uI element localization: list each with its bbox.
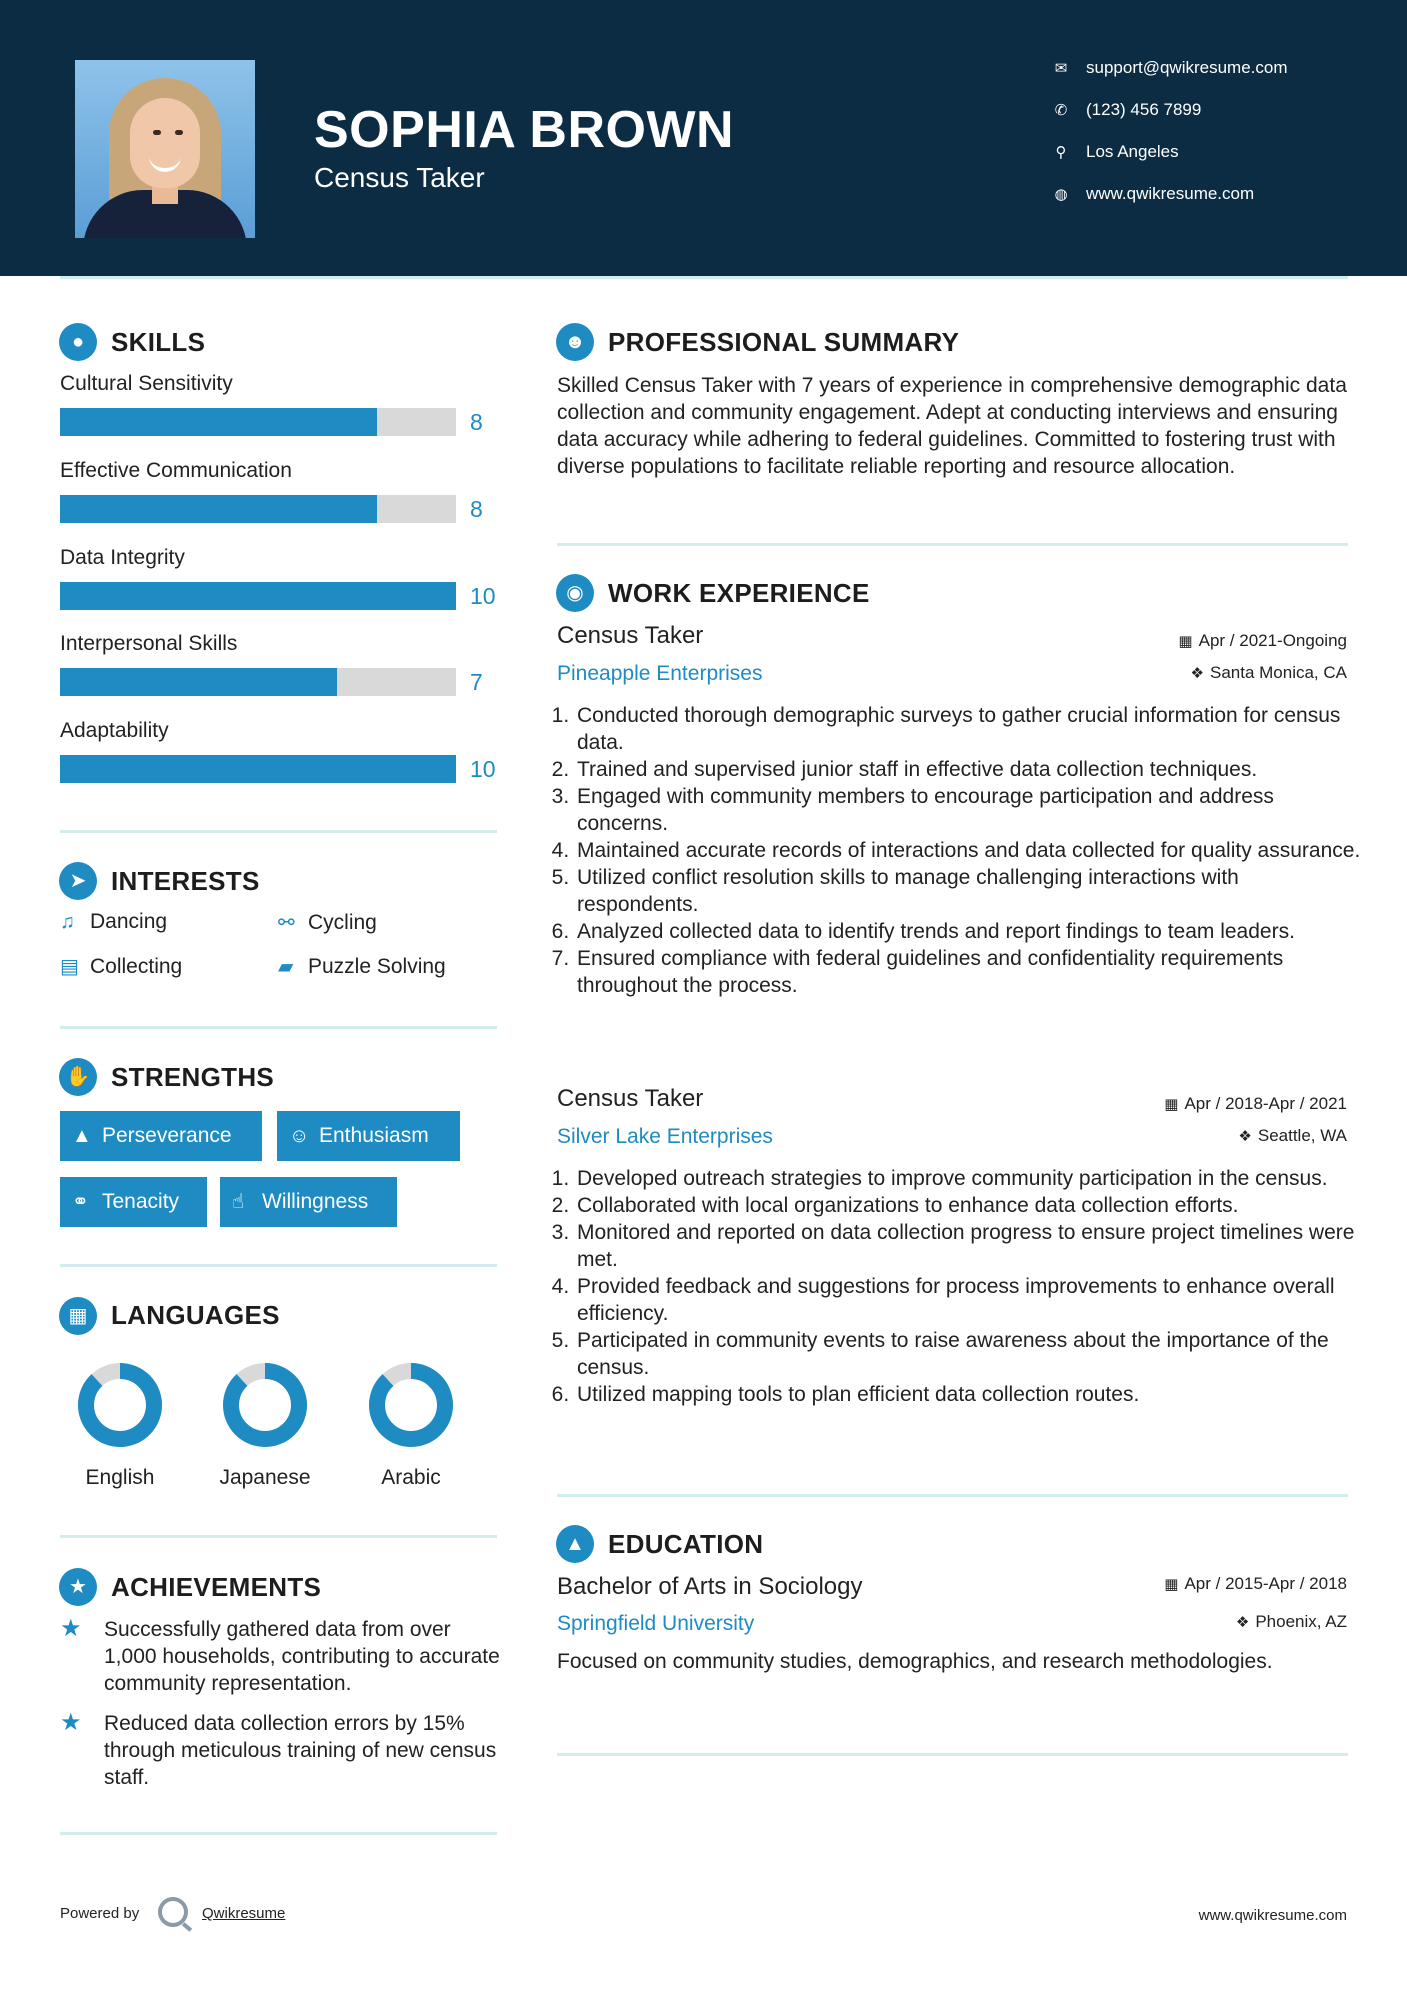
smile-icon: ☺: [289, 1125, 310, 1147]
skill-bar-fill: [60, 582, 456, 610]
header-divider: [60, 276, 1348, 279]
list-item: 5. Participated in community events to raise awareness about the importance of the census.: [575, 1327, 1365, 1381]
skill-bar-fill: [60, 755, 456, 783]
interest-item: [60, 954, 182, 979]
calendar-icon: ▦: [1178, 633, 1193, 650]
book-icon: ▰: [278, 956, 294, 978]
strength-label: Enthusiasm: [319, 1124, 429, 1147]
list-item: 6. Analyzed collected data to identify trends and report findings to team leaders.: [575, 918, 1365, 945]
road-icon: ▲: [72, 1125, 92, 1147]
star-badge-icon: ★: [59, 1568, 97, 1606]
calendar-icon: ▦: [1164, 1096, 1179, 1113]
strength-label: Perseverance: [102, 1124, 232, 1147]
interest-label: Dancing: [90, 910, 168, 933]
degree-title: Bachelor of Arts in Sociology: [557, 1573, 863, 1600]
job-title: Census Taker: [557, 1085, 704, 1112]
briefcase-user-icon: ◉: [556, 574, 594, 612]
job-bullets: [557, 1165, 1365, 1408]
shooting-star-icon: ★: [60, 1615, 82, 1642]
contact-email-text: support@qwikresume.com: [1086, 58, 1288, 77]
powered-by-label: Powered by: [60, 1905, 140, 1922]
section-divider: [60, 830, 497, 833]
shooting-star-icon: ★: [60, 1709, 82, 1736]
job-location: [1191, 663, 1347, 683]
skill-bar: [60, 495, 456, 523]
skill-bar: [60, 668, 456, 696]
graduate-icon: ▲: [556, 1525, 594, 1563]
section-divider: [557, 1753, 1348, 1756]
list-item: 4. Provided feedback and suggestions for process improvements to enhance overall efficiency.: [575, 1273, 1365, 1327]
job-dates-text: Apr / 2021-Ongoing: [1198, 631, 1347, 650]
footer-website[interactable]: www.qwikresume.com: [1198, 1907, 1347, 1924]
paper-plane-icon: ➤: [59, 862, 97, 900]
list-item: 5. Utilized conflict resolution skills to manage challenging interactions with respondents.: [575, 864, 1365, 918]
job-location-text: Seattle, WA: [1257, 1126, 1347, 1145]
languages-heading: LANGUAGES: [111, 1300, 280, 1330]
skill-value: 10: [470, 756, 496, 782]
job-title: Census Taker: [557, 622, 704, 649]
user-icon: ☻: [556, 323, 594, 361]
thumbs-up-icon: ☝: [232, 1191, 245, 1213]
contact-location: [1050, 142, 1179, 162]
strength-tag: [277, 1111, 460, 1161]
qwikresume-link[interactable]: Qwikresume: [202, 1905, 286, 1922]
globe-icon: ◍: [1054, 186, 1068, 203]
achievements-heading: ACHIEVEMENTS: [111, 1572, 322, 1602]
profile-photo: [75, 60, 255, 238]
section-divider: [60, 1026, 497, 1029]
skill-value: 10: [470, 583, 496, 609]
job-location-text: Santa Monica, CA: [1209, 663, 1347, 682]
interest-label: Puzzle Solving: [308, 955, 446, 978]
skill-bar-fill: [60, 408, 377, 436]
section-divider: [60, 1832, 497, 1835]
strength-label: Willingness: [262, 1190, 369, 1213]
list-item: 1. Developed outreach strategies to improve community participation in the census.: [575, 1165, 1365, 1192]
skill-bar: [60, 755, 456, 783]
school-name: Springfield University: [557, 1612, 755, 1635]
interest-label: Collecting: [90, 955, 183, 978]
list-item: 6. Utilized mapping tools to plan efficient data collection routes.: [575, 1381, 1365, 1408]
skill-bar: [60, 408, 456, 436]
skills-heading: SKILLS: [111, 327, 206, 357]
contact-phone[interactable]: [1050, 100, 1201, 120]
pushpin-icon: ❖: [1235, 1614, 1250, 1631]
job-bullets: [557, 702, 1365, 999]
envelope-icon: ✉: [1054, 60, 1068, 77]
list-item: 1. Conducted thorough demographic surveys to gather crucial information for census data.: [575, 702, 1365, 756]
pushpin-icon: ❖: [1238, 1128, 1252, 1145]
list-item: 4. Maintained accurate records of interactions and data collected for quality assurance.: [575, 837, 1365, 864]
skill-label: Effective Communication: [60, 459, 292, 482]
education-description: Focused on community studies, demographics, and research methodologies.: [557, 1650, 1273, 1673]
section-divider: [60, 1535, 497, 1538]
candidate-title: Census Taker: [314, 162, 485, 193]
education-dates: [1164, 1574, 1347, 1594]
calendar-icon: ▦: [1164, 1576, 1179, 1593]
skill-bar: [60, 582, 456, 610]
header-banner: [0, 0, 1407, 276]
skill-value: 8: [470, 409, 483, 435]
pushpin-icon: ❖: [1190, 665, 1204, 682]
strength-label: Tenacity: [102, 1190, 180, 1213]
contact-location-text: Los Angeles: [1086, 142, 1179, 161]
qwikresume-logo-icon: [158, 1897, 188, 1927]
bicycle-icon: ⚯: [278, 912, 295, 934]
contact-phone-text: (123) 456 7899: [1086, 100, 1202, 119]
phone-icon: ✆: [1054, 102, 1068, 119]
interest-item: [278, 910, 377, 935]
company-name: Silver Lake Enterprises: [557, 1125, 773, 1148]
section-divider: [557, 1494, 1348, 1497]
education-dates-text: Apr / 2015-Apr / 2018: [1184, 1574, 1347, 1593]
list-item: 3. Engaged with community members to encourage participation and address concerns.: [575, 783, 1365, 837]
skill-label: Adaptability: [60, 719, 169, 742]
strengths-heading: STRENGTHS: [111, 1062, 275, 1092]
skill-label: Data Integrity: [60, 546, 185, 569]
job-dates: [1178, 631, 1347, 651]
location-pin-icon: ⚲: [1055, 144, 1067, 161]
language-donut: [70, 1355, 170, 1455]
skill-bar-fill: [60, 495, 377, 523]
achievement-item: Reduced data collection errors by 15% through meticulous training of new census staff.: [104, 1712, 497, 1789]
summary-heading: PROFESSIONAL SUMMARY: [608, 327, 960, 357]
contact-email[interactable]: [1050, 58, 1288, 78]
language-donut: [215, 1355, 315, 1455]
summary-text: Skilled Census Taker with 7 years of experience in comprehensive demographic data collection and community engagement. Adept at conducting interviews and ensuring data accuracy while adhering to federal guidelines. Committed to fostering trust with diverse populations to facilitate reliable reporting and resource allocation.: [557, 374, 1347, 478]
achievement-item: Successfully gathered data from over 1,000 households, contributing to accurate community representation.: [104, 1618, 500, 1695]
education-heading: EDUCATION: [608, 1529, 764, 1559]
job-dates-text: Apr / 2018-Apr / 2021: [1184, 1094, 1347, 1113]
strength-tag: [60, 1177, 207, 1227]
language-card-icon: ▦: [59, 1297, 97, 1335]
company-name: Pineapple Enterprises: [557, 662, 763, 685]
language-label: Arabic: [381, 1466, 441, 1489]
language-label: English: [85, 1466, 155, 1489]
skill-label: Interpersonal Skills: [60, 632, 238, 655]
language-donut: [361, 1355, 461, 1455]
skill-label: Cultural Sensitivity: [60, 372, 233, 395]
section-divider: [557, 543, 1348, 546]
skill-bar-fill: [60, 668, 337, 696]
archive-box-icon: ▤: [60, 956, 79, 978]
job-location: [1238, 1126, 1347, 1146]
section-divider: [60, 1264, 497, 1267]
skill-value: 7: [470, 669, 483, 695]
fist-icon: ✋: [59, 1058, 97, 1096]
list-item: 3. Monitored and reported on data collection progress to ensure project timelines were met.: [575, 1219, 1365, 1273]
interests-heading: INTERESTS: [111, 866, 260, 896]
lightbulb-icon: ●: [59, 323, 97, 361]
list-item: 2. Collaborated with local organizations to enhance data collection efforts.: [575, 1192, 1365, 1219]
interest-item: [278, 954, 446, 979]
experience-heading: WORK EXPERIENCE: [608, 578, 870, 608]
contact-website[interactable]: [1050, 184, 1254, 204]
interest-label: Cycling: [308, 911, 377, 934]
job-dates: [1164, 1094, 1347, 1114]
music-note-icon: ♫: [60, 911, 75, 933]
candidate-name: SOPHIA BROWN: [314, 101, 735, 159]
strength-tag: [60, 1111, 262, 1161]
list-item: 7. Ensured compliance with federal guidelines and confidentiality requirements throughout the process.: [575, 945, 1365, 999]
contact-website-text: www.qwikresume.com: [1086, 184, 1255, 203]
education-location: [1236, 1612, 1347, 1632]
education-location-text: Phoenix, AZ: [1255, 1612, 1347, 1631]
list-item: 2. Trained and supervised junior staff in effective data collection techniques.: [575, 756, 1365, 783]
interest-item: [60, 910, 167, 934]
link-icon: ⚭: [72, 1191, 89, 1213]
skill-value: 8: [470, 496, 483, 522]
language-label: Japanese: [219, 1466, 311, 1489]
strength-tag: [220, 1177, 397, 1227]
